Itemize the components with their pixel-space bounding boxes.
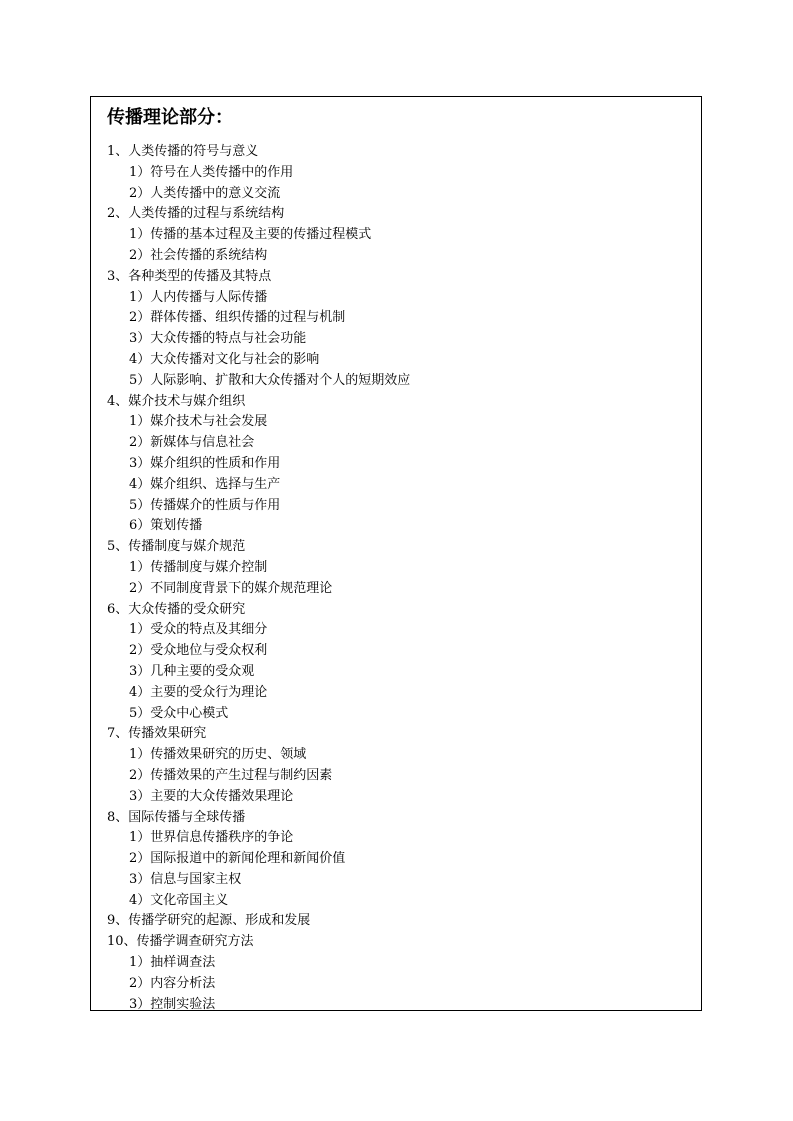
outline-subitem: 5）受众中心模式 [129, 705, 229, 721]
outline-subitem: 2）社会传播的系统结构 [129, 247, 268, 263]
outline-subitem: 1）受众的特点及其细分 [129, 622, 268, 638]
outline-subitem: 1）媒介技术与社会发展 [129, 414, 268, 430]
outline-subitem: 5）人际影响、扩散和大众传播对个人的短期效应 [129, 372, 411, 388]
outline-section: 10、传播学调查研究方法 [107, 934, 254, 950]
outline-section: 1、人类传播的符号与意义 [107, 144, 259, 159]
outline-subitem: 4）大众传播对文化与社会的影响 [129, 351, 320, 367]
outline-section: 5、传播制度与媒介规范 [107, 539, 246, 555]
outline-subitem: 1）世界信息传播秩序的争论 [129, 830, 294, 846]
outline-subitem: 1）抽样调查法 [129, 955, 216, 971]
outline-section: 4、媒介技术与媒介组织 [107, 393, 246, 409]
outline-subitem: 3）主要的大众传播效果理论 [129, 788, 294, 804]
outline-subitem: 3）媒介组织的性质和作用 [129, 455, 281, 471]
outline-subitem: 3）大众传播的特点与社会功能 [129, 331, 307, 347]
outline-section: 6、大众传播的受众研究 [107, 601, 246, 617]
outline-subitem: 4）主要的受众行为理论 [129, 684, 268, 700]
outline-subitem: 2）人类传播中的意义交流 [129, 185, 281, 201]
outline-section: 2、人类传播的过程与系统结构 [107, 206, 285, 222]
outline-subitem: 3）几种主要的受众观 [129, 663, 255, 679]
outline-subitem: 2）新媒体与信息社会 [129, 435, 255, 451]
outline-subitem: 2）不同制度背景下的媒介规范理论 [129, 580, 333, 596]
outline-subitem: 4）文化帝国主义 [129, 892, 229, 908]
outline-subitem: 2）群体传播、组织传播的过程与机制 [129, 310, 346, 326]
outline-subitem: 2）受众地位与受众权利 [129, 643, 268, 659]
outline-subitem: 1）符号在人类传播中的作用 [129, 164, 294, 180]
outline-subitem: 1）传播的基本过程及主要的传播过程模式 [129, 227, 372, 243]
outline-subitem: 3）信息与国家主权 [129, 871, 242, 887]
section-heading: 传播理论部分： [107, 107, 233, 128]
outline-subitem: 1）传播制度与媒介控制 [129, 559, 268, 575]
outline-subitem: 3）控制实验法 [129, 996, 216, 1012]
outline-subitem: 6）策划传播 [129, 518, 203, 534]
content-box [90, 96, 702, 1011]
outline-section: 9、传播学研究的起源、形成和发展 [107, 913, 311, 929]
outline-subitem: 4）媒介组织、选择与生产 [129, 476, 281, 492]
outline-subitem: 1）传播效果研究的历史、领域 [129, 747, 307, 763]
outline-subitem: 5）传播媒介的性质与作用 [129, 497, 281, 513]
outline-subitem: 2）传播效果的产生过程与制约因素 [129, 767, 333, 783]
outline-section: 7、传播效果研究 [107, 726, 207, 742]
outline-list [107, 142, 701, 1015]
outline-section: 8、国际传播与全球传播 [107, 809, 246, 825]
outline-section: 3、各种类型的传播及其特点 [107, 268, 272, 284]
outline-subitem: 2）内容分析法 [129, 975, 216, 991]
outline-subitem: 2）国际报道中的新闻伦理和新闻价值 [129, 851, 346, 867]
outline-subitem: 1）人内传播与人际传播 [129, 289, 268, 305]
